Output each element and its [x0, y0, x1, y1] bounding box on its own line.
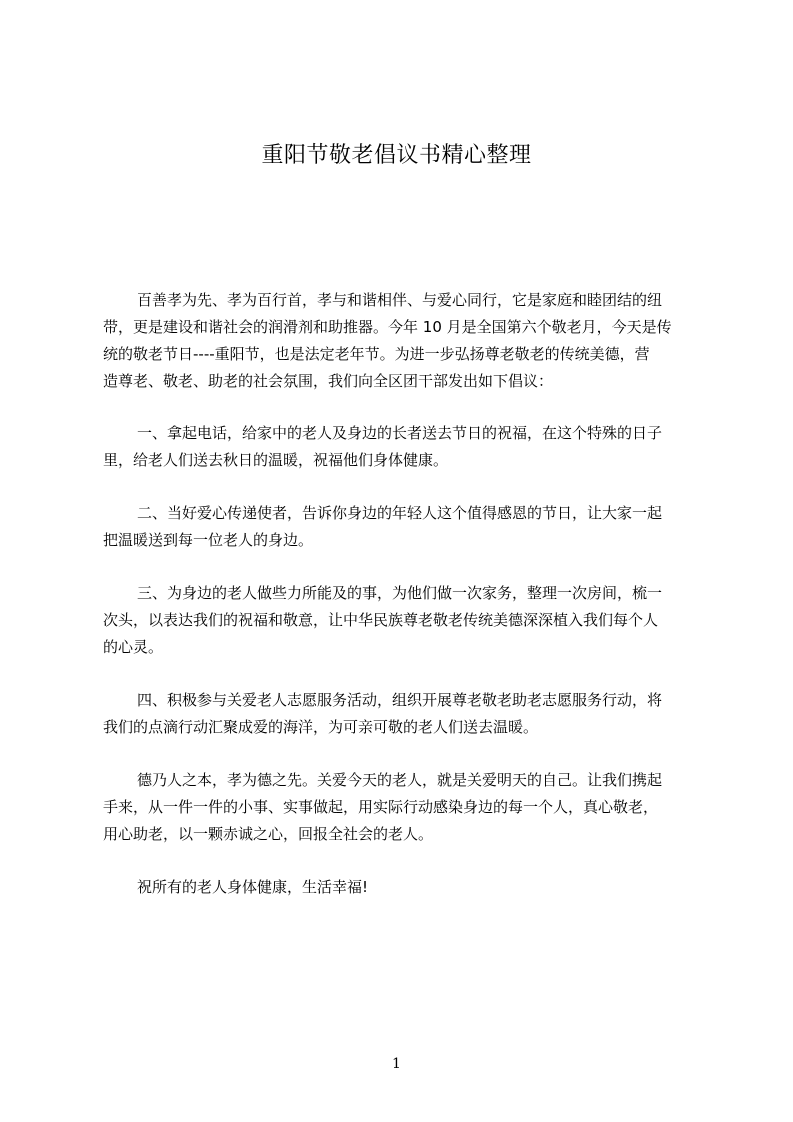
paragraph-blessing [103, 874, 700, 901]
paragraph-line: 三、为身边的老人做些力所能及的事，为他们做一次家务，整理一次房间，梳一 [137, 584, 663, 602]
paragraph-item-two [103, 500, 700, 554]
paragraph-line: 二、当好爱心传递使者，告诉你身边的年轻人这个值得感恩的节日，让大家一起 [137, 504, 663, 522]
paragraph-item-one [103, 420, 700, 474]
paragraph-line: 一、拿起电话，给家中的老人及身边的长者送去节日的祝福，在这个特殊的日子 [137, 424, 663, 442]
paragraph-line: 手来，从一件一件的小事、实事做起，用实际行动感染身边的每一个人，真心敬老， [103, 798, 659, 816]
paragraph-item-three [103, 580, 700, 661]
paragraph-line: 把温暖送到每一位老人的身边。 [103, 531, 314, 549]
paragraph-line: 德乃人之本，孝为德之先。关爱今天的老人，就是关爱明天的自己。让我们携起 [137, 771, 663, 789]
paragraph-line: 统的敬老节日----重阳节，也是法定老年节。为进一步弘扬尊老敬老的传统美德，营 [103, 345, 650, 363]
paragraph-closing [103, 767, 700, 848]
paragraph-intro [103, 287, 700, 395]
paragraph-line: 的心灵。 [103, 638, 164, 656]
paragraph-line: 造尊老、敬老、助老的社会氛围，我们向全区团干部发出如下倡议： [103, 372, 554, 390]
paragraph-line: 里，给老人们送去秋日的温暖，祝福他们身体健康。 [103, 451, 449, 469]
paragraph-line: 次头，以表达我们的祝福和敬意，让中华民族尊老敬老传统美德深深植入我们每个人 [103, 611, 659, 629]
paragraph-line: 带，更是建设和谐社会的润滑剂和助推器。今年 10 月是全国第六个敬老月，今天是传 [103, 318, 672, 336]
paragraph-line: 我们的点滴行动汇聚成爱的海洋，为可亲可敬的老人们送去温暖。 [103, 718, 539, 736]
paragraph-line: 四、积极参与关爱老人志愿服务活动，组织开展尊老敬老助老志愿服务行动，将 [137, 691, 663, 709]
paragraph-line: 祝所有的老人身体健康，生活幸福! [137, 878, 369, 896]
document-title: 重阳节敬老倡议书精心整理 [261, 143, 532, 168]
paragraph-item-four [103, 687, 700, 741]
paragraph-line: 百善孝为先、孝为百行首，孝与和谐相伴、与爱心同行，它是家庭和睦团结的纽 [137, 291, 663, 309]
paragraph-line: 用心助老，以一颗赤诚之心，回报全社会的老人。 [103, 825, 434, 843]
page-number: 1 [392, 1056, 401, 1072]
